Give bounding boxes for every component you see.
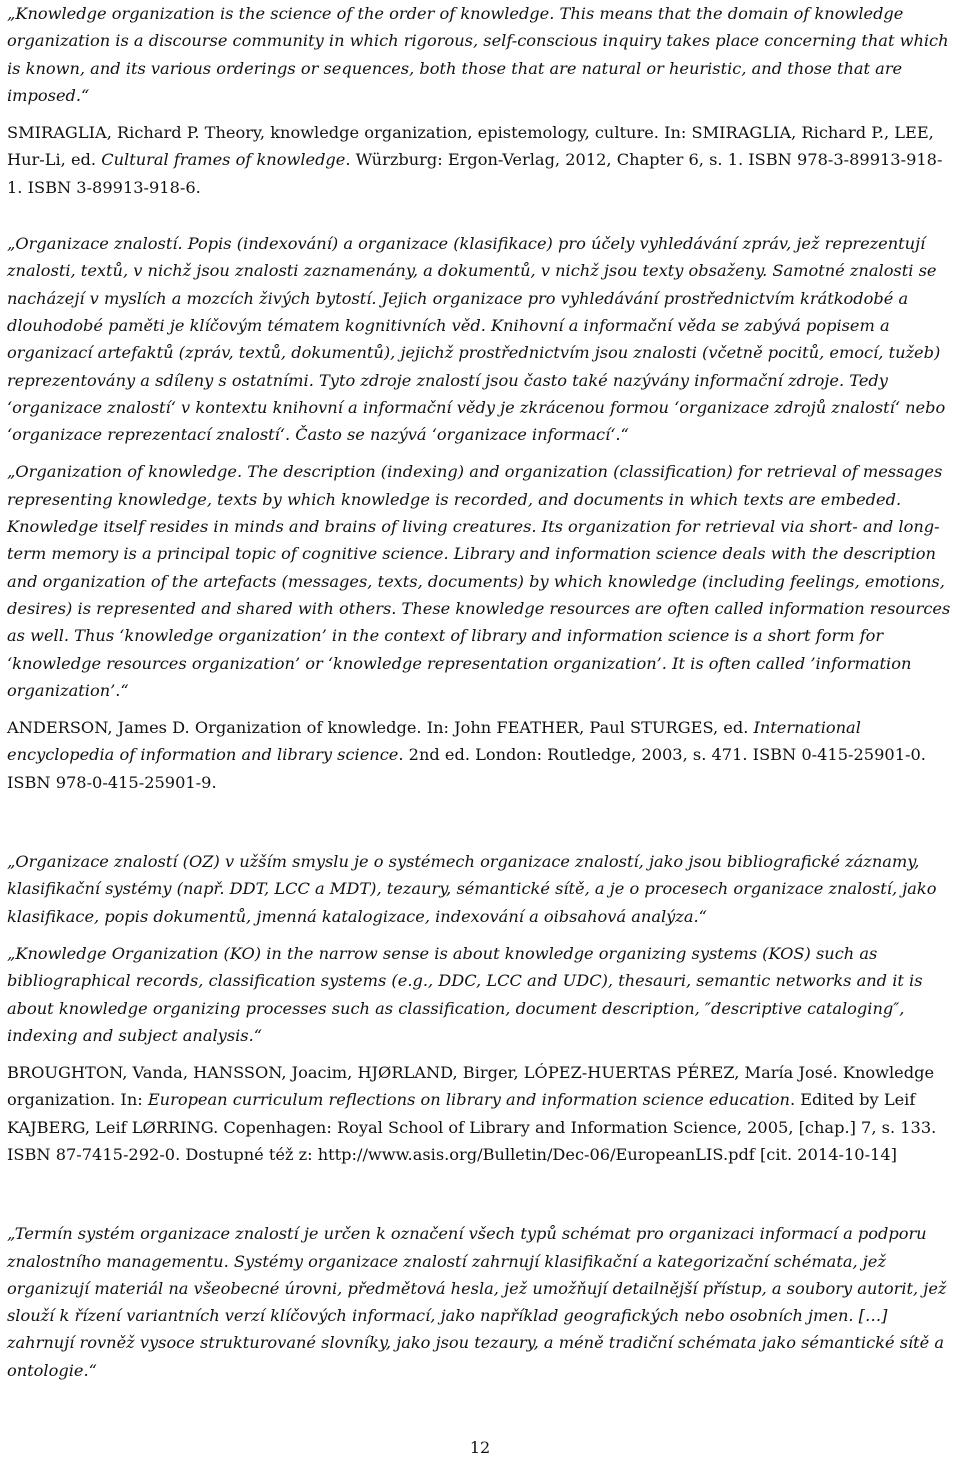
quote-anderson-cz: „Organizace znalostí. Popis (indexování) a organizace (klasifikace) pro účely vyhledávání zpráv, jež reprezentují znalosti, textů, v nichž jsou znalosti zaznamenány, a dokumentů, v nichž jsou texty obsaženy. Samotné znalosti se nacházejí v myslích a mozcích živých bytostí. Jejich organizace pro vyhledávání prostřednictvím krátkodobé a dlouhodobé paměti je klíčovým tématem kognitivních věd. Knihovní a informační věda se zabývá popisem a organizací artefaktů (zpráv, textů, dokumentů), jejichž prostřednictvím jsou znalosti (včetně pocitů, emocí, tužeb) reprezentovány a sdíleny s ostatními. Tyto zdroje znalostí jsou často také nazývány informační zdroje. Tedy ‘organizace znalostí‘ v kontextu knihovní a informační vědy je zkrácenou formou ‘organizace zdrojů znalostí‘ nebo ‘organizace reprezentací znalostí‘. Často se nazývá ‘organizace informací‘.“ — [7, 234, 946, 445]
quote-broughton-en: „Knowledge Organization (KO) in the narrow sense is about knowledge organizing systems (KOS) such as bibliographical records, classification systems (e.g., DDC, LCC and UDC), thesauri, semantic networks and it is about knowledge organizing processes such as classification, document description, ″descriptive cataloging″, indexing and subject analysis.“ — [7, 943, 923, 1045]
spacer — [7, 448, 953, 458]
citation-text: ANDERSON, James D. Organization of knowledge. In: John FEATHER, Paul STURGES, ed. — [7, 718, 754, 738]
citation-broughton — [7, 1059, 953, 1168]
citation-title: International encyclopedia of information and library science — [7, 718, 861, 765]
document-page — [7, 0, 953, 1384]
citation-title: European curriculum reflections on library and information science education — [147, 1090, 790, 1110]
quote-kos-cz: „Termín systém organizace znalostí je určen k označení všech typů schémat pro organizaci informací a podporu znalostního managementu. Systémy organizace znalostí zahrnují klasifikační a kategorizační schémata, jež organizují materiál na všeobecné úrovni, předmětová hesla, jež umožňují detailnější přístup, a soubory autorit, jež slouží k řízení variantních verzí klíčových informací, jako například geografických nebo osobních jmen. […] zahrnují rovněž vysoce strukturované slovníky, jako jsou tezaury, a méně tradiční schémata jako sémantické sítě a ontologie.“ — [7, 1224, 947, 1380]
citation-text: . Würzburg: Ergon-Verlag, 2012, Chapter 6, s. 1. ISBN 978-3-89913-918-1. ISBN 3-89913-918-6. — [7, 150, 943, 197]
spacer — [7, 201, 953, 230]
spacer — [7, 796, 953, 848]
citation-text: . Edited by Leif KAJBERG, Leif LØRRING. Copenhagen: Royal School of Library and Information Science, 2005, [chap.] 7, s. 133. ISBN 87-7415-292-0. Dostupné též z: http://www.asis.org/Bulletin/Dec-06/EuropeanLIS.pdf [cit. 2014-10-14] — [7, 1090, 937, 1164]
citation-text: SMIRAGLIA, Richard P. Theory, knowledge organization, epistemology, culture. In: SMIRAGLIA, Richard P., LEE, Hur-Li, ed. — [7, 123, 934, 170]
spacer — [7, 930, 953, 940]
quote-smiraglia: „Knowledge organization is the science of the order of knowledge. This means that the domain of knowledge organization is a discourse community in which rigorous, self-conscious inquiry takes place concerning that which is known, and its various orderings or sequences, both those that are natural or heuristic, and those that are imposed.“ — [7, 4, 949, 105]
quote-broughton-cz: „Organizace znalostí (OZ) v užším smyslu je o systémech organizace znalostí, jako jsou bibliografické záznamy, klasifikační systémy (např. DDT, LCC a MDT), tezaury, sémantické sítě, a je o procesech organizace znalostí, jako klasifikace, popis dokumentů, jmenná katalogizace, indexování a oibsahová analýza.“ — [7, 852, 937, 926]
citation-smiraglia — [7, 119, 953, 201]
page-number: 12 — [469, 1438, 491, 1457]
spacer — [7, 1049, 953, 1059]
citation-title: Cultural frames of knowledge — [101, 150, 346, 170]
citation-text: . 2nd ed. London: Routledge, 2003, s. 471. ISBN 0-415-25901-0. ISBN 978-0-415-25901-9. — [7, 745, 926, 792]
citation-anderson — [7, 714, 953, 796]
citation-text: BROUGHTON, Vanda, HANSSON, Joacim, HJØRLAND, Birger, LÓPEZ-HUERTAS PÉREZ, María José. Knowledge organization. In: — [7, 1063, 935, 1110]
spacer — [7, 1168, 953, 1220]
spacer — [7, 109, 953, 119]
quote-anderson-en: „Organization of knowledge. The description (indexing) and organization (classification) for retrieval of messages representing knowledge, texts by which knowledge is recorded, and documents in which texts are embeded. Knowledge itself resides in minds and brains of living creatures. Its organization for retrieval via short- and long-term memory is a principal topic of cognitive science. Library and information science deals with the description and organization of the artefacts (messages, texts, documents) by which knowledge (including feelings, emotions, desires) is represented and shared with others. These knowledge resources are often called information resources as well. Thus ‘knowledge organization’ in the context of library and information science is a short form for ‘knowledge resources organization’ or ‘knowledge representation organization’. It is often called ’information organization’.“ — [7, 462, 951, 700]
spacer — [7, 704, 953, 714]
